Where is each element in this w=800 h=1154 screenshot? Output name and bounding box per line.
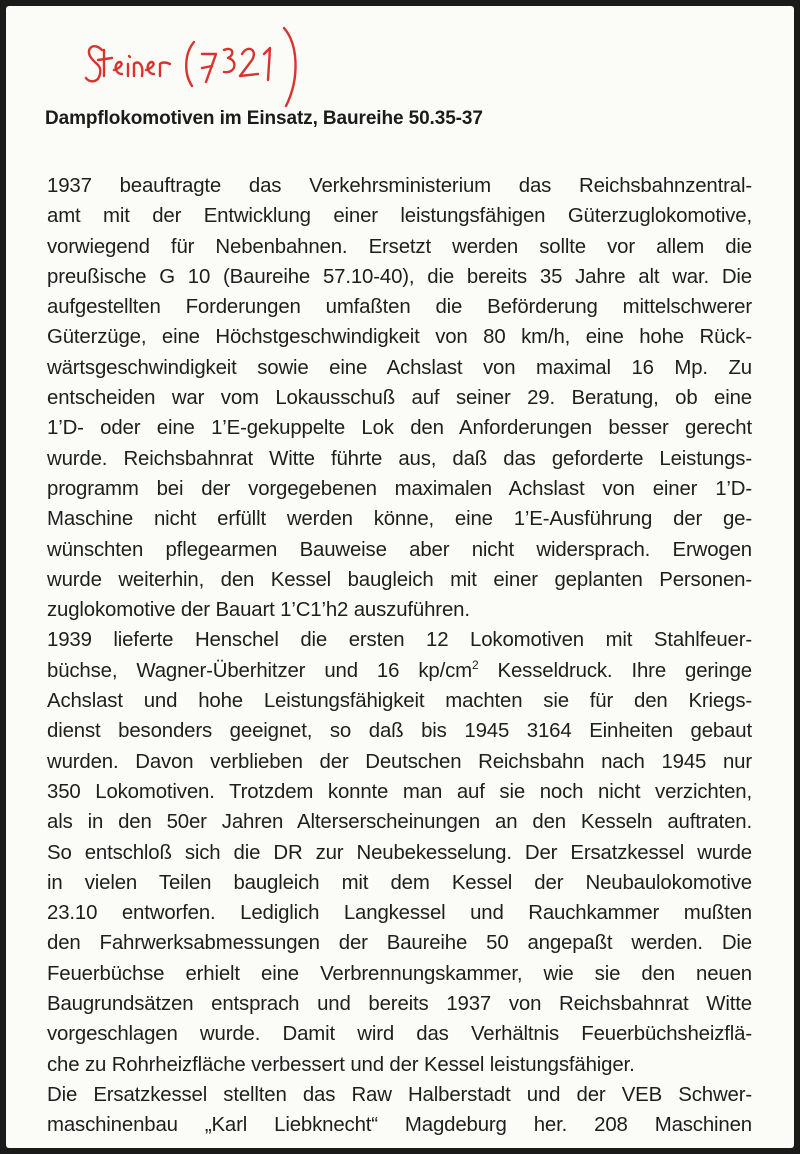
text-line: als in den 50er Jahren Alterserscheinungen an den Kesseln auftraten.: [47, 811, 752, 834]
text-line: amt mit der Entwicklung einer leistungsfähigen Güterzuglokomotive,: [47, 205, 752, 228]
text-line: So entschloß sich die DR zur Neubekesselung. Der Ersatzkessel wurde: [47, 841, 752, 864]
text-line: programm bei der vorgegebenen maximalen Achslast von einer 1’D-: [47, 477, 752, 500]
text-line: 1939 lieferte Henschel die ersten 12 Lokomotiven mit Stahlfeuer-: [47, 629, 752, 652]
text-line: Feuerbüchse erhielt eine Verbrennungskammer, wie sie den neuen: [47, 962, 752, 985]
text-line: in vielen Teilen baugleich mit dem Kessel der Neubaulokomotive: [47, 871, 752, 894]
body-text: [47, 171, 752, 1141]
text-line: entscheiden war vom Lokausschuß auf seiner 29. Beratung, ob eine: [47, 387, 752, 410]
superscript: 2: [471, 657, 479, 672]
text-line: zuglokomotive der Bauart 1’C1’h2 auszuführen.: [47, 599, 470, 622]
text-line: 23.10 entworfen. Lediglich Langkessel und Rauchkammer mußten: [47, 902, 752, 925]
text-line-with-superscript: [47, 656, 752, 686]
text-line: Die Ersatzkessel stellten das Raw Halberstadt und der VEB Schwer-: [47, 1083, 752, 1106]
text-line: vorwiegend für Nebenbahnen. Ersetzt werden sollte vor allem die: [47, 235, 752, 258]
text-line: wärtsgeschwindigkeit sowie eine Achslast von maximal 16 Mp. Zu: [47, 356, 752, 379]
text-line: maschinenbau „Karl Liebknecht“ Magdeburg her. 208 Maschinen: [47, 1114, 752, 1137]
text-line: den Fahrwerksabmessungen der Baureihe 50 angepaßt werden. Die: [47, 932, 752, 955]
text-line: Baugrundsätzen entsprach und bereits 1937 von Reichsbahnrat Witte: [47, 993, 752, 1016]
text-line: vorgeschlagen wurde. Damit wird das Verhältnis Feuerbüchsheizflä-: [47, 1023, 752, 1046]
text-line: preußische G 10 (Baureihe 57.10-40), die bereits 35 Jahre alt war. Die: [47, 265, 752, 288]
text-segment: Kesseldruck. Ihre geringe: [478, 659, 752, 682]
handwritten-annotation-drawing: [80, 20, 350, 110]
text-line: aufgestellten Forderungen umfaßten die Beförderung mittelschwerer: [47, 296, 752, 319]
text-line: wurde weiterhin, den Kessel baugleich mit einer geplanten Personen-: [47, 568, 752, 591]
document-title: Dampflokomotiven im Einsatz, Baureihe 50.35-37: [45, 108, 483, 129]
text-line: dienst besonders geeignet, so daß bis 1945 3164 Einheiten gebaut: [47, 720, 752, 743]
text-line: Güterzüge, eine Höchstgeschwindigkeit von 80 km/h, eine hohe Rück-: [47, 326, 752, 349]
text-segment: büchse, Wagner-Überhitzer und 16 kp/cm: [47, 659, 472, 682]
text-line: 350 Lokomotiven. Trotzdem konnte man auf sie noch nicht verzichten,: [47, 780, 752, 803]
text-line: Maschine nicht erfüllt werden könne, eine 1’E-Ausführung der ge-: [47, 508, 752, 531]
text-line: wurde. Reichsbahnrat Witte führte aus, daß das geforderte Leistungs-: [47, 447, 752, 470]
text-line: che zu Rohrheizfläche verbessert und der Kessel leistungsfähiger.: [47, 1053, 635, 1076]
text-line: Achslast und hohe Leistungsfähigkeit machten sie für den Kriegs-: [47, 690, 752, 713]
text-line: 1’D- oder eine 1’E-gekuppelte Lok den Anforderungen besser gerecht: [47, 417, 752, 440]
text-line: 1937 beauftragte das Verkehrsministerium das Reichsbahnzentral-: [47, 175, 752, 197]
text-line: wünschten pflegearmen Bauweise aber nicht widersprach. Erwogen: [47, 538, 752, 561]
handwritten-annotation: [80, 20, 350, 110]
text-line: wurden. Davon verblieben der Deutschen Reichsbahn nach 1945 nur: [47, 750, 752, 773]
document-card: [6, 6, 794, 1148]
